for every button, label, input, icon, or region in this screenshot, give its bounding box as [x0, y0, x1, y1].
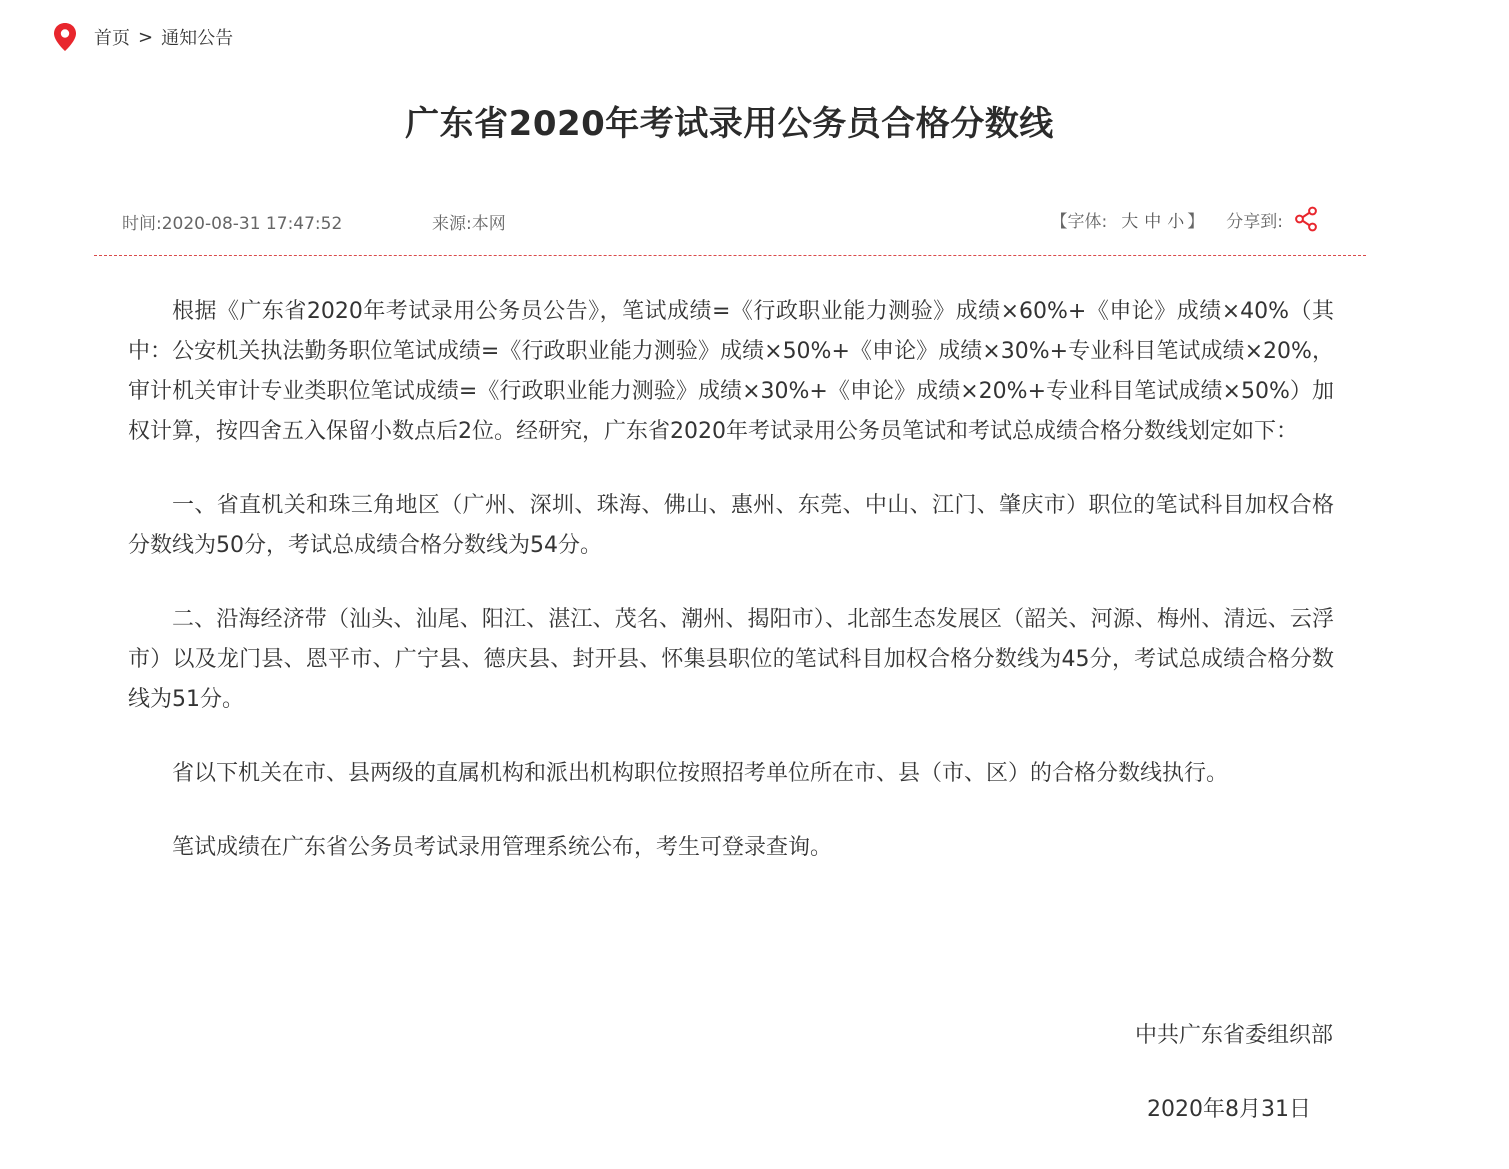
meta-divider	[94, 255, 1366, 256]
article-paragraph-5: 笔试成绩在广东省公务员考试录用管理系统公布，考生可登录查询。	[172, 835, 833, 860]
share-label: 分享到:	[1226, 211, 1283, 232]
publish-time-label: 时间:	[122, 214, 162, 234]
font-size-large-button[interactable]: 大	[1121, 211, 1139, 232]
font-size-label: 【字体:	[1050, 211, 1108, 232]
breadcrumb-separator: >	[138, 26, 154, 48]
breadcrumb-home-link[interactable]: 首页	[94, 28, 130, 49]
article-date: 2020年8月31日	[1147, 1097, 1311, 1122]
article-paragraph-4: 省以下机关在市、县两级的直属机构和派出机构职位按照招考单位所在市、县（市、区）的合格分数线执行。	[172, 761, 1229, 786]
article-source	[432, 209, 506, 234]
article-paragraph-2: 一、省直机关和珠三角地区（广州、深圳、珠海、佛山、惠州、东莞、中山、江门、肇庆市）职位的笔试科目加权合格分数线为50分，考试总成绩合格分数线为54分。	[128, 493, 1334, 558]
article-paragraph-1: 根据《广东省2020年考试录用公务员公告》，笔试成绩=《行政职业能力测验》成绩×60%+《申论》成绩×40%（其中：公安机关执法勤务职位笔试成绩=《行政职业能力测验》成绩×50%+《申论》成绩×30%+专业科目笔试成绩×20%，审计机关审计专业类职位笔试成绩=《行政职业能力测验》成绩×30%+《申论》成绩×20%+专业科目笔试成绩×50%）加权计算，按四舍五入保留小数点后2位。经研究，广东省2020年考试录用公务员笔试和考试总成绩合格分数线划定如下：	[128, 299, 1334, 444]
article-tools	[1051, 206, 1319, 232]
font-size-close-bracket: 】	[1187, 211, 1205, 232]
publish-time-value: 2020-08-31 17:47:52	[161, 214, 343, 234]
location-pin-icon	[52, 22, 78, 52]
article-body	[128, 292, 1334, 868]
publish-time	[122, 214, 342, 234]
page-title: 广东省2020年考试录用公务员合格分数线	[405, 104, 1054, 144]
article-source-value: 本网	[471, 214, 506, 234]
share-icon[interactable]	[1293, 206, 1319, 232]
breadcrumb-current-link[interactable]: 通知公告	[161, 28, 234, 49]
article-source-label: 来源:	[432, 214, 472, 234]
article-signature: 中共广东省委组织部	[1134, 1023, 1333, 1048]
article-meta	[122, 209, 506, 234]
article-paragraph-3: 二、沿海经济带（汕头、汕尾、阳江、湛江、茂名、潮州、揭阳市）、北部生态发展区（韶关、河源、梅州、清远、云浮市）以及龙门县、恩平市、广宁县、德庆县、封开县、怀集县职位的笔试科目加权合格分数线为45分，考试总成绩合格分数线为51分。	[128, 607, 1334, 712]
font-size-medium-button[interactable]: 中	[1144, 211, 1162, 232]
font-size-small-button[interactable]: 小	[1167, 211, 1185, 232]
breadcrumb	[52, 22, 233, 52]
